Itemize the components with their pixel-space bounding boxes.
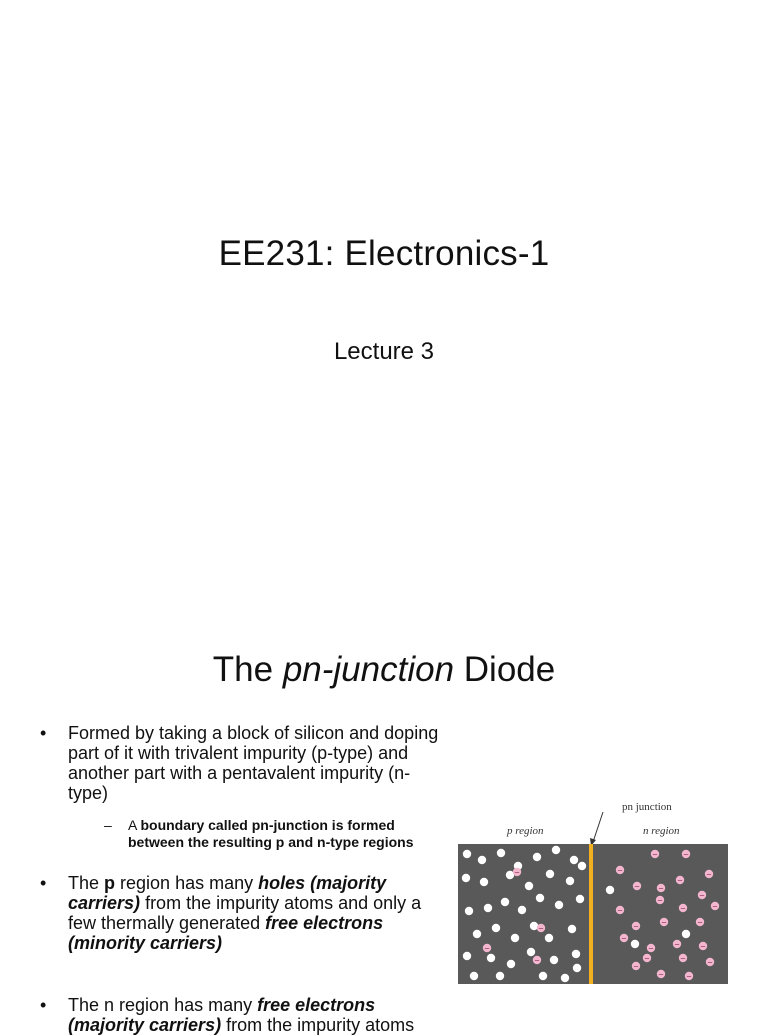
hole <box>525 882 533 890</box>
hole <box>501 898 509 906</box>
hole <box>533 853 541 861</box>
hole <box>507 960 515 968</box>
electron-symbol: − <box>658 884 664 893</box>
bullet-list <box>38 723 448 1035</box>
hole <box>539 972 547 980</box>
hole <box>545 934 553 942</box>
pn-junction-diagram <box>455 798 730 988</box>
hole <box>682 930 690 938</box>
bullet-marker: • <box>40 995 47 1015</box>
electron-symbol: − <box>534 956 540 965</box>
hole <box>462 874 470 882</box>
hole <box>561 974 569 982</box>
p-region-label: p region <box>507 825 544 837</box>
hole <box>570 856 578 864</box>
hole <box>576 895 584 903</box>
text-run: holes (majority carriers) <box>68 873 387 913</box>
title-prefix: The <box>212 650 283 689</box>
hole <box>478 856 486 864</box>
hole <box>572 950 580 958</box>
electron-symbol: − <box>674 940 680 949</box>
electron-symbol: − <box>652 850 658 859</box>
electron-symbol: − <box>644 954 650 963</box>
electron-symbol: − <box>697 918 703 927</box>
junction-pointer <box>593 812 603 842</box>
electron-symbol: − <box>699 891 705 900</box>
electron-symbol: − <box>657 896 663 905</box>
hole <box>566 877 574 885</box>
hole <box>552 846 560 854</box>
text-run: The <box>68 873 105 893</box>
hole <box>555 901 563 909</box>
junction-label: pn junction <box>622 801 672 813</box>
bullet-marker: • <box>40 873 47 893</box>
hole <box>511 934 519 942</box>
electron-symbol: − <box>514 868 520 877</box>
junction-boundary <box>589 844 593 984</box>
text-run: free electrons (minority carriers) <box>68 913 384 953</box>
hole <box>497 849 505 857</box>
electron-symbol: − <box>621 934 627 943</box>
electron-symbol: − <box>706 870 712 879</box>
electron-symbol: − <box>683 850 689 859</box>
electron-symbol: − <box>633 962 639 971</box>
slide-1-title: EE231: Electronics-1 <box>218 234 550 273</box>
n-region-label: n region <box>643 825 680 837</box>
electron-symbol: − <box>712 902 718 911</box>
electron-symbol: − <box>484 944 490 953</box>
hole <box>527 948 535 956</box>
sub-bullet-bold: boundary called pn-junction is formed between the resulting p and n-type regions <box>128 817 414 850</box>
title-emphasis: pn-junction <box>282 650 455 689</box>
sub-bullet-1 <box>68 817 448 851</box>
bullet-3 <box>38 995 448 1035</box>
electron-symbol: − <box>634 882 640 891</box>
hole <box>578 862 586 870</box>
electron-symbol: − <box>661 918 667 927</box>
text-run: from the impurity atoms and only a few thermally generated <box>68 893 422 933</box>
slide-2 <box>0 608 768 1035</box>
hole <box>463 850 471 858</box>
hole <box>573 964 581 972</box>
slide-2-title <box>0 650 768 690</box>
sub-bullet-prefix: A <box>128 817 141 833</box>
electron-symbol: − <box>677 876 683 885</box>
electron-symbol: − <box>686 972 692 981</box>
hole <box>492 924 500 932</box>
hole <box>550 956 558 964</box>
bullet-2-text <box>68 873 421 953</box>
hole <box>631 940 639 948</box>
bullet-1-text: Formed by taking a block of silicon and doping part of it with trivalent impurity (p-type) and another part with a pentavalent impurity (n-type) <box>68 723 439 803</box>
electron-symbol: − <box>707 958 713 967</box>
hole <box>465 907 473 915</box>
bullet-2 <box>38 873 448 953</box>
electron-symbol: − <box>658 970 664 979</box>
bullet-1 <box>38 723 448 851</box>
hole <box>480 878 488 886</box>
text-run: from the impurity atoms <box>221 1015 415 1035</box>
electron-symbol: − <box>617 906 623 915</box>
sub-bullet-marker: – <box>104 817 112 833</box>
hole <box>484 904 492 912</box>
hole <box>546 870 554 878</box>
bullet-marker: • <box>40 723 47 743</box>
text-run: free electrons (majority carriers) <box>68 995 376 1035</box>
electron-symbol: − <box>538 924 544 933</box>
hole <box>496 972 504 980</box>
hole <box>568 925 576 933</box>
hole <box>606 886 614 894</box>
electron-symbol: − <box>617 866 623 875</box>
electron-symbol: − <box>680 954 686 963</box>
text-run: The n region has many <box>68 995 258 1015</box>
electron-symbol: − <box>633 922 639 931</box>
electron-symbol: − <box>700 942 706 951</box>
hole <box>463 952 471 960</box>
text-run: p <box>104 873 116 893</box>
hole <box>487 954 495 962</box>
hole <box>536 894 544 902</box>
electron-symbol: − <box>680 904 686 913</box>
slide-1-subtitle: Lecture 3 <box>333 338 435 365</box>
electron-symbol: − <box>648 944 654 953</box>
text-run: region has many <box>115 873 259 893</box>
title-suffix: Diode <box>454 650 556 689</box>
bullet-3-text <box>68 995 414 1035</box>
hole <box>518 906 526 914</box>
hole <box>473 930 481 938</box>
hole <box>470 972 478 980</box>
